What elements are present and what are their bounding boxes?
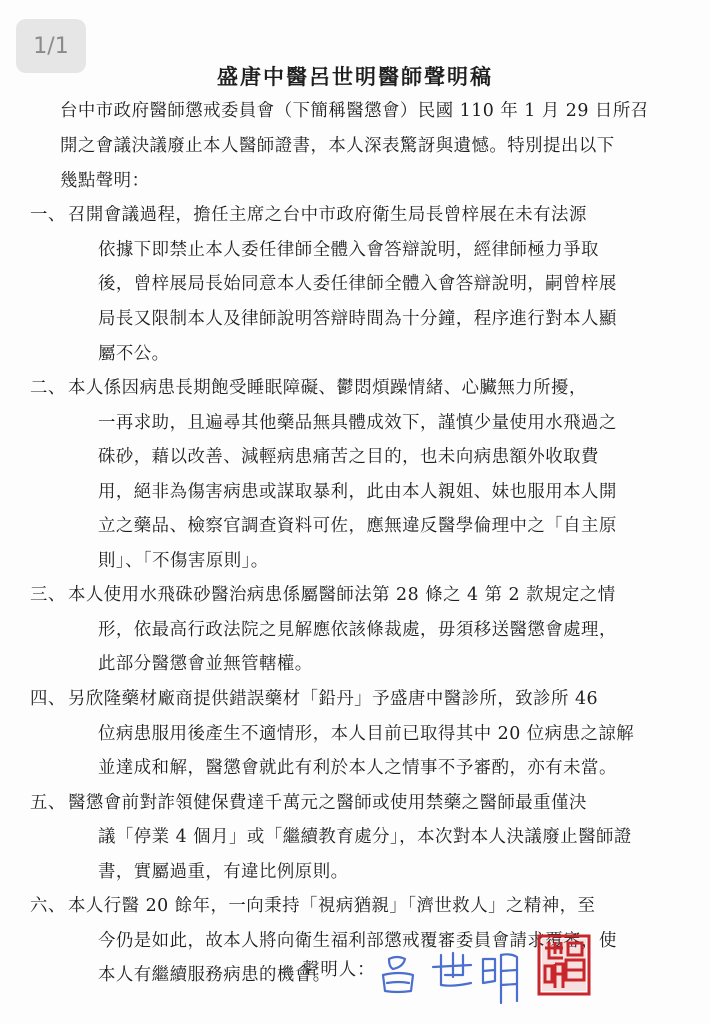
point-line: 本人係因病患長期飽受睡眠障礙、鬱悶煩躁情緒、心臟無力所擾，: [68, 378, 587, 398]
intro-line: 開之會議決議廢止本人醫師證書，本人深表驚訝與遺憾。特別提出以下: [60, 136, 615, 156]
point-number: 三、: [30, 585, 66, 605]
point-line: 形，依最高行政法院之見解應依該條裁處，毋須移送醫懲會處理，: [98, 620, 617, 640]
intro-line: 幾點聲明：: [60, 171, 150, 191]
point-line: 後，曾梓展局長始同意本人委任律師全體入會答辯說明，嗣曾梓展: [98, 274, 617, 294]
point-line: 書，實屬過重，有違比例原則。: [98, 862, 349, 882]
point-line: 今仍是如此，故本人將向衛生福利部懲戒覆審委員會請求覆審，使: [98, 931, 617, 951]
point-line: 用，絕非為傷害病患或謀取暴利，此由本人親姐、妹也服用本人開: [98, 482, 617, 502]
page-indicator: 1/1: [16, 19, 86, 73]
point-number: 一、: [30, 205, 66, 225]
point-line: 議「停業 4 個月」或「繼續教育處分」，本次對本人決議廢止醫師證: [98, 827, 632, 847]
point-number: 四、: [30, 689, 66, 709]
point-line: 本人使用水飛硃砂醫治病患係屬醫師法第 28 條之 4 第 2 款規定之情: [68, 585, 616, 605]
point-line: 並達成和解，醫懲會就此有利於本人之情事不予審酌，亦有未當。: [98, 758, 617, 778]
document-title: 盛唐中醫呂世明醫師聲明稿: [217, 64, 493, 89]
point-number: 五、: [30, 793, 66, 813]
point-line: 醫懲會前對詐領健保費達千萬元之醫師或使用禁藥之醫師最重僅決: [68, 793, 587, 813]
point-line: 局長又限制本人及律師說明答辯時間為十分鐘，程序進行對本人顯: [98, 309, 617, 329]
point-line: 另欣隆藥材廠商提供錯誤藥材「鉛丹」予盛唐中醫診所，致診所 46: [68, 689, 599, 709]
point-number: 二、: [30, 378, 66, 398]
point-number: 六、: [30, 896, 66, 916]
point-line: 屬不公。: [98, 344, 170, 364]
handwritten-signature: [375, 945, 525, 1007]
point-line: 本人行醫 20 餘年，一向秉持「視病猶親」「濟世救人」之精神，至: [68, 896, 596, 916]
intro-line: 台中市政府醫師懲戒委員會（下簡稱醫懲會）民國 110 年 1 月 29 日所召: [60, 101, 649, 121]
point-line: 一再求助，且遍尋其他藥品無具體成效下，謹慎少量使用水飛過之: [98, 413, 617, 433]
point-line: 依據下即禁止本人委任律師全體入會答辯說明，經律師極力爭取: [98, 240, 599, 260]
point-line: 召開會議過程，擔任主席之台中市政府衛生局長曾梓展在未有法源: [68, 205, 587, 225]
point-line: 本人有繼續服務病患的機會。: [98, 965, 331, 985]
point-line: 立之藥品、檢察官調查資料可佐，應無違反醫學倫理中之「自主原: [98, 516, 617, 536]
point-line: 此部分醫懲會並無管轄權。: [98, 654, 313, 674]
point-line: 硃砂，藉以改善、減輕病患痛苦之目的，也未向病患額外收取費: [98, 447, 599, 467]
point-line: 位病患服用後產生不適情形，本人目前已取得其中 20 位病患之諒解: [98, 724, 635, 744]
signature-label: 聲明人：: [302, 960, 376, 980]
point-line: 則」、「不傷害原則」。: [98, 551, 269, 571]
red-seal-stamp: [537, 934, 591, 996]
